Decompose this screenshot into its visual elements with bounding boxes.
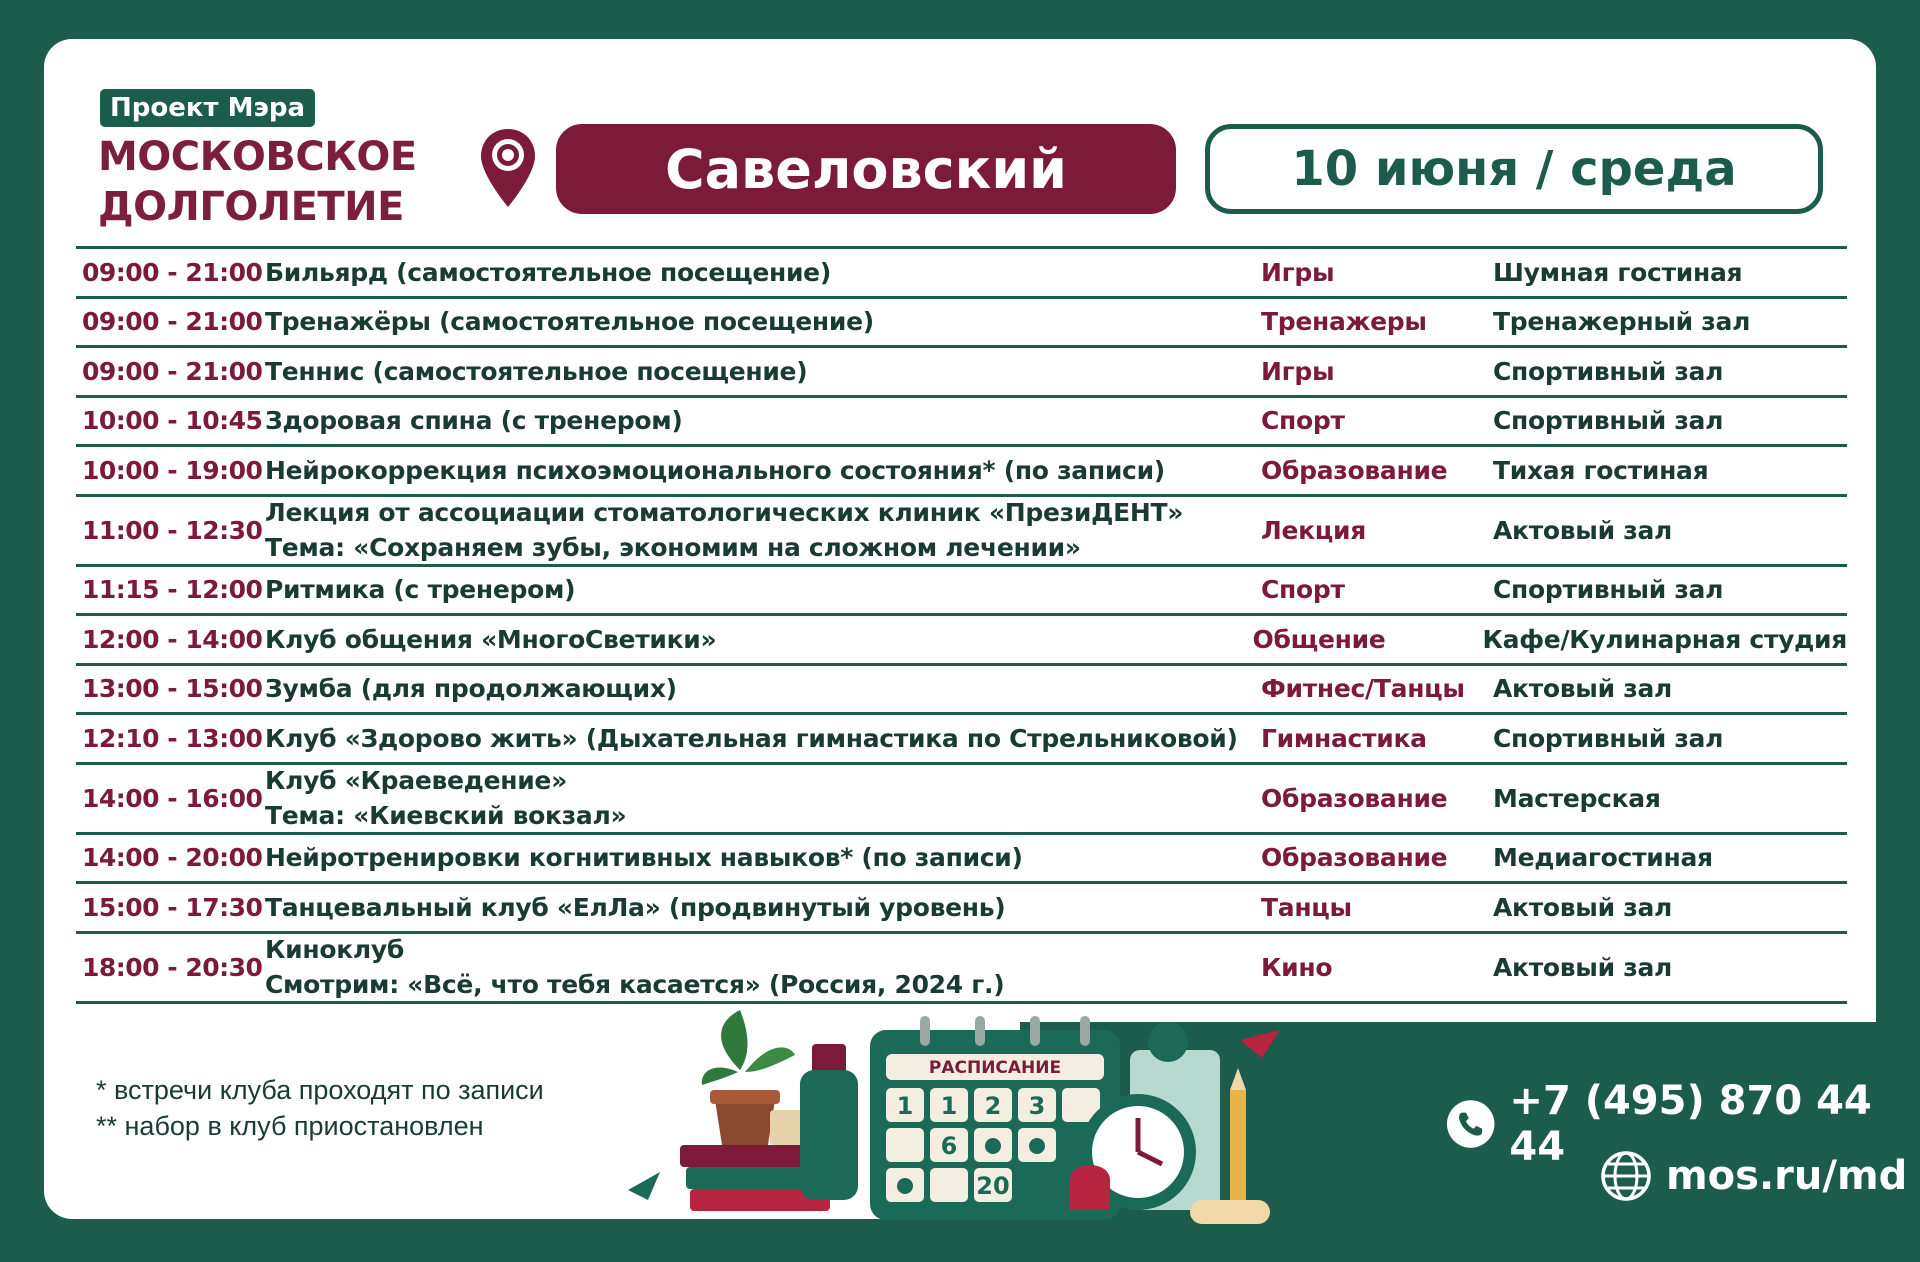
- website-link[interactable]: mos.ru/md: [1666, 1153, 1908, 1199]
- event-category: Образование: [1261, 783, 1448, 813]
- event-title: Зумба (для продолжающих): [265, 674, 677, 704]
- location-pin-icon: [478, 127, 538, 209]
- logo-line-1: МОСКОВСКОЕ: [98, 134, 417, 180]
- event-title: Ритмика (с тренером): [265, 575, 576, 605]
- event-time: 11:00 - 12:30: [82, 515, 263, 545]
- event-name: [261, 763, 1261, 833]
- event-place: Медиагостиная: [1493, 843, 1713, 873]
- event-place: Тихая гостиная: [1493, 455, 1709, 485]
- event-title: Танцевальный клуб «ЕлЛа» (продвинутый уровень): [265, 892, 1006, 922]
- event-place: Спортивный зал: [1493, 406, 1724, 436]
- event-title: Клуб «Здорово жить» (Дыхательная гимнастика по Стрельниковой): [265, 723, 1238, 753]
- event-time: 15:00 - 17:30: [82, 892, 263, 922]
- event-place: Кафе/Кулинарная студия: [1482, 624, 1847, 654]
- event-place: Тренажерный зал: [1493, 307, 1751, 337]
- website-contact: [1600, 1150, 1907, 1202]
- calendar-number: 1: [940, 1092, 958, 1120]
- event-name: [261, 890, 1261, 925]
- event-name: [261, 304, 1261, 339]
- event-title: Нейрокоррекция психоэмоционального состояния* (по записи): [265, 455, 1165, 485]
- event-time: 12:10 - 13:00: [82, 723, 263, 753]
- event-name: [261, 453, 1261, 488]
- project-badge: Проект Мэра: [100, 89, 315, 127]
- schedule-row: [76, 299, 1847, 349]
- event-category: Образование: [1261, 455, 1448, 485]
- event-place: Актовый зал: [1493, 892, 1673, 922]
- event-category: Игры: [1261, 356, 1335, 386]
- schedule-row: [76, 715, 1847, 765]
- event-time: 09:00 - 21:00: [82, 257, 263, 287]
- event-place: Актовый зал: [1493, 674, 1673, 704]
- event-name: [261, 403, 1261, 438]
- schedule-table: [76, 246, 1847, 1004]
- event-name: [261, 840, 1261, 875]
- event-time: 10:00 - 10:45: [82, 406, 263, 436]
- event-category: Лекция: [1261, 515, 1366, 545]
- event-name: [261, 622, 1253, 657]
- event-time: 14:00 - 16:00: [82, 783, 263, 813]
- event-category: Гимнастика: [1261, 723, 1427, 753]
- event-place: Спортивный зал: [1493, 575, 1724, 605]
- schedule-illustration: [590, 960, 1330, 1230]
- district-name: Савеловский: [556, 124, 1176, 214]
- event-place: Спортивный зал: [1493, 356, 1724, 386]
- event-title: Тренажёры (самостоятельное посещение): [265, 307, 874, 337]
- schedule-row: [76, 616, 1847, 666]
- event-subtitle: Тема: «Киевский вокзал»: [265, 801, 627, 830]
- schedule-row: [76, 884, 1847, 934]
- event-time: 18:00 - 20:30: [82, 952, 263, 982]
- event-category: Кино: [1261, 952, 1333, 982]
- phone-number[interactable]: +7 (495) 870 44 44: [1509, 1078, 1872, 1170]
- footnote-1: * встречи клуба проходят по записи: [96, 1075, 544, 1105]
- schedule-row: [76, 398, 1847, 448]
- event-category: Игры: [1261, 257, 1335, 287]
- schedule-row: [76, 497, 1847, 567]
- event-time: 11:15 - 12:00: [82, 575, 263, 605]
- event-time: 09:00 - 21:00: [82, 356, 263, 386]
- schedule-row: [76, 348, 1847, 398]
- event-place: Актовый зал: [1493, 515, 1673, 545]
- event-name: [261, 572, 1261, 607]
- event-subtitle: Тема: «Сохраняем зубы, экономим на сложном лечении»: [265, 533, 1081, 562]
- event-name: [261, 721, 1261, 756]
- globe-icon: [1600, 1150, 1652, 1202]
- bottle-icon: [800, 1044, 858, 1200]
- event-time: 09:00 - 21:00: [82, 307, 263, 337]
- event-name: [261, 255, 1261, 290]
- schedule-row: [76, 249, 1847, 299]
- footnotes: [96, 1072, 544, 1144]
- event-time: 10:00 - 19:00: [82, 455, 263, 485]
- calendar-label: РАСПИСАНИЕ: [928, 1058, 1062, 1078]
- event-category: Спорт: [1261, 406, 1345, 436]
- calendar-number: 1: [896, 1092, 914, 1120]
- event-category: Общение: [1252, 624, 1386, 654]
- event-place: Шумная гостиная: [1493, 257, 1743, 287]
- schedule-row: [76, 765, 1847, 835]
- event-category: Фитнес/Танцы: [1261, 674, 1465, 704]
- event-category: Тренажеры: [1261, 307, 1427, 337]
- event-title: Лекция от ассоциации стоматологических клиник «ПрезиДЕНТ»: [265, 498, 1184, 527]
- logo-text: [98, 132, 417, 232]
- calendar-number: 3: [1028, 1092, 1046, 1120]
- event-name: [261, 354, 1261, 389]
- event-place: Актовый зал: [1493, 952, 1673, 982]
- schedule-row: [76, 835, 1847, 885]
- event-category: Танцы: [1261, 892, 1352, 922]
- logo-line-2: ДОЛГОЛЕТИЕ: [98, 184, 404, 230]
- event-place: Спортивный зал: [1493, 723, 1724, 753]
- event-title: Нейротренировки когнитивных навыков* (по записи): [265, 843, 1023, 873]
- event-title: Здоровая спина (с тренером): [265, 406, 683, 436]
- calendar-number: 2: [984, 1092, 1002, 1120]
- footnote-2: ** набор в клуб приостановлен: [96, 1111, 484, 1141]
- event-title: Киноклуб: [265, 935, 405, 964]
- phone-icon: [1446, 1098, 1495, 1150]
- schedule-row: [76, 567, 1847, 617]
- calendar-number: 20: [976, 1172, 1010, 1200]
- schedule-row: [76, 447, 1847, 497]
- event-subtitle: Смотрим: «Всё, что тебя касается» (Россия, 2024 г.): [265, 970, 1005, 999]
- event-place: Мастерская: [1493, 783, 1661, 813]
- event-time: 12:00 - 14:00: [82, 624, 263, 654]
- event-title: Бильярд (самостоятельное посещение): [265, 257, 831, 287]
- event-title: Клуб «Краеведение»: [265, 766, 567, 795]
- event-time: 13:00 - 15:00: [82, 674, 263, 704]
- calendar-number: 6: [940, 1132, 958, 1160]
- event-name: [261, 671, 1261, 706]
- event-name: [261, 495, 1261, 565]
- event-title: Клуб общения «МногоСветики»: [265, 624, 717, 654]
- event-time: 14:00 - 20:00: [82, 843, 263, 873]
- event-title: Теннис (самостоятельное посещение): [265, 356, 808, 386]
- event-category: Спорт: [1261, 575, 1345, 605]
- event-category: Образование: [1261, 843, 1448, 873]
- event-date: 10 июня / среда: [1205, 124, 1823, 214]
- schedule-row: [76, 666, 1847, 716]
